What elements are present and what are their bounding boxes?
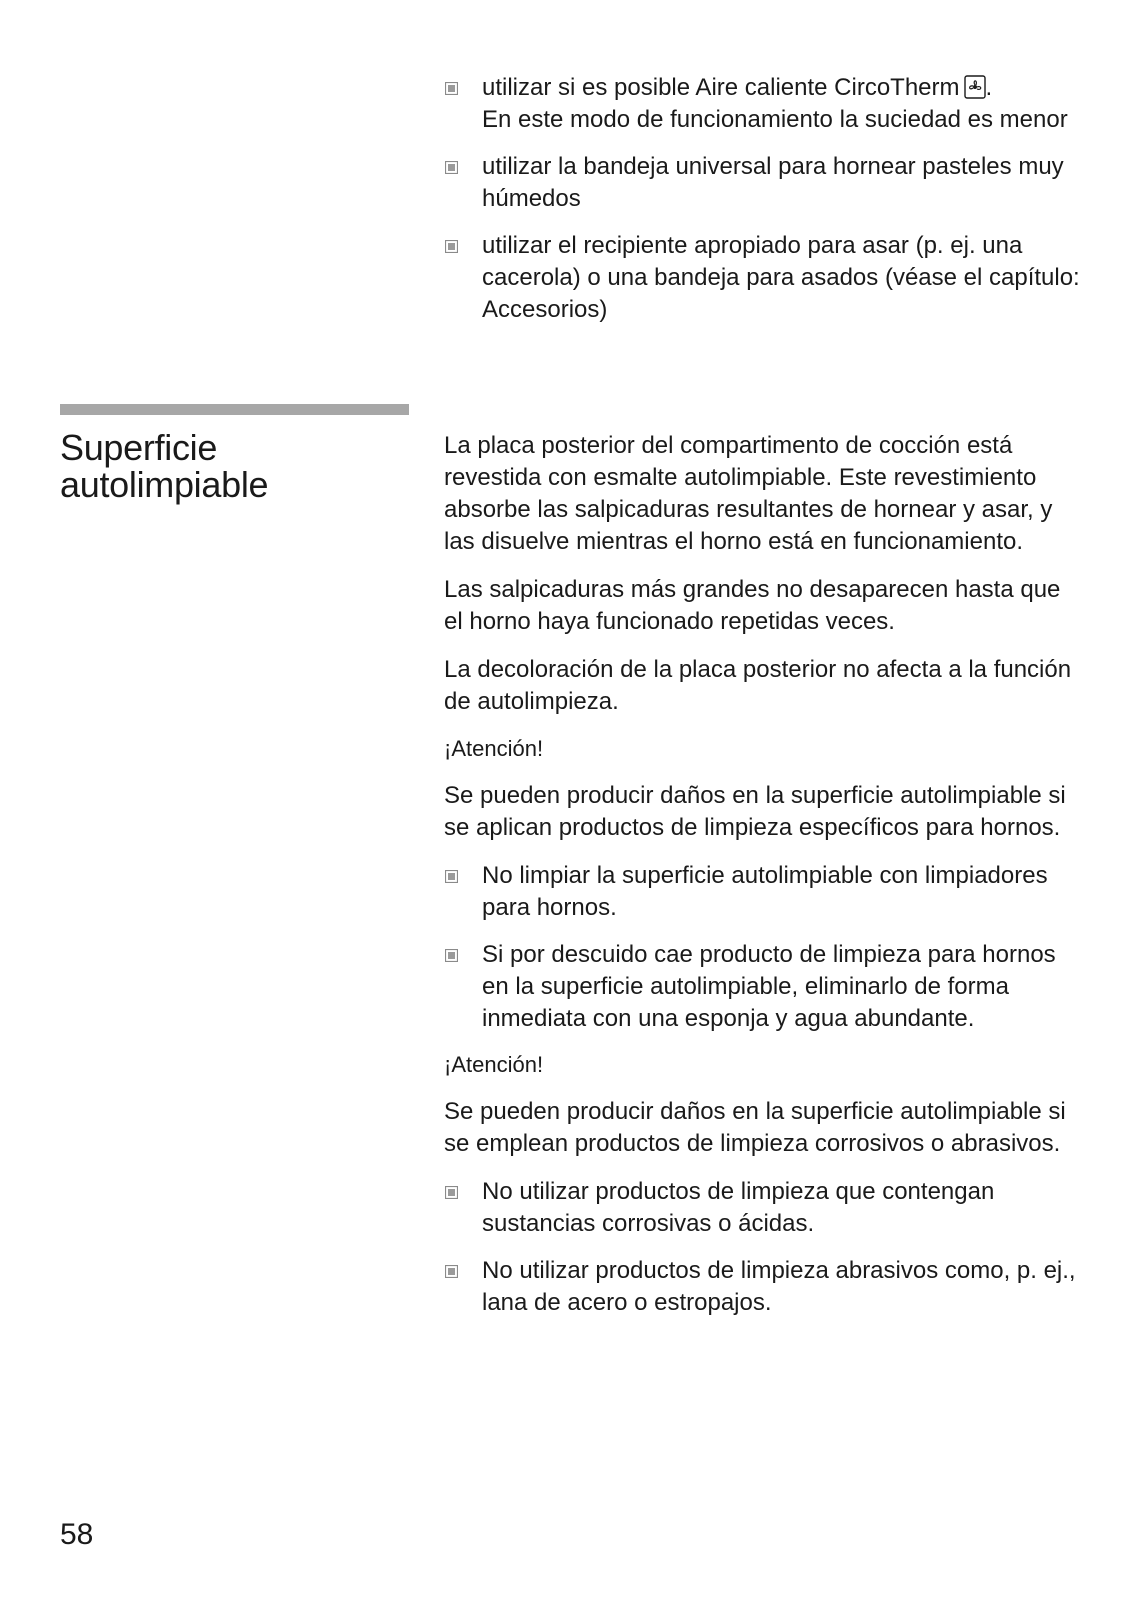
list-item-text: utilizar el recipiente apropiado para asar (p. ej. una cacerola) o una bandeja para asados (véase el capítulo: Accesorios) xyxy=(482,232,1080,323)
list-item-text: No utilizar productos de limpieza abrasivos como, p. ej., lana de acero o estropajos. xyxy=(482,1257,1076,1316)
list-item-text: utilizar si es posible Aire caliente CircoTherm xyxy=(482,74,960,101)
warning-list xyxy=(444,1176,1084,1319)
section-heading-block xyxy=(60,404,410,503)
list-item xyxy=(444,72,1084,136)
list-item xyxy=(444,860,1084,924)
section-rule xyxy=(60,404,409,415)
list-item-text: No limpiar la superficie autolimpiable con limpiadores para hornos. xyxy=(482,862,1048,921)
paragraph: Las salpicaduras más grandes no desaparecen hasta que el horno haya funcionado repetidas veces. xyxy=(444,576,1061,635)
paragraph: La placa posterior del compartimento de cocción está revestida con esmalte autolimpiable. Este revestimiento absorbe las salpicaduras resultantes de hornear y asar, y las disuelve mientras el horno está en funcionamiento. xyxy=(444,432,1053,555)
page-number: 58 xyxy=(60,1518,94,1551)
warning-list xyxy=(444,860,1084,1035)
square-bullet-icon xyxy=(445,949,458,962)
warning-text: Se pueden producir daños en la superficie autolimpiable si se emplean productos de limpieza corrosivos o abrasivos. xyxy=(444,1098,1066,1157)
square-bullet-icon xyxy=(445,1265,458,1278)
intro-list xyxy=(444,72,1084,326)
section-title-line1: Superficie xyxy=(60,427,218,468)
square-bullet-icon xyxy=(445,161,458,174)
square-bullet-icon xyxy=(445,1186,458,1199)
list-item xyxy=(444,1176,1084,1240)
list-item xyxy=(444,230,1084,326)
list-item xyxy=(444,939,1084,1035)
square-bullet-icon xyxy=(445,82,458,95)
square-bullet-icon xyxy=(445,870,458,883)
intro-list-container xyxy=(444,72,1084,341)
list-item-suffix: . xyxy=(985,74,993,101)
paragraph: La decoloración de la placa posterior no afecta a la función de autolimpieza. xyxy=(444,656,1072,715)
list-item-text: utilizar la bandeja universal para hornear pasteles muy húmedos xyxy=(482,153,1064,212)
warning-heading: ¡Atención! xyxy=(444,1052,544,1077)
list-item-continuation: En este modo de funcionamiento la suciedad es menor xyxy=(482,106,1068,133)
list-item-text: No utilizar productos de limpieza que contengan sustancias corrosivas o ácidas. xyxy=(482,1178,995,1237)
warning-text: Se pueden producir daños en la superficie autolimpiable si se aplican productos de limpieza específicos para hornos. xyxy=(444,782,1066,841)
list-item xyxy=(444,151,1084,215)
section-title xyxy=(60,429,410,503)
square-bullet-icon xyxy=(445,240,458,253)
warning-heading: ¡Atención! xyxy=(444,736,544,761)
list-item xyxy=(444,1255,1084,1319)
section-title-line2: autolimpiable xyxy=(60,464,269,505)
section-body xyxy=(444,430,1084,1334)
list-item-text: Si por descuido cae producto de limpieza para hornos en la superficie autolimpiable, eliminarlo de forma inmediata con una esponja y agua abundante. xyxy=(482,941,1056,1032)
fan-symbol-icon xyxy=(964,75,986,99)
